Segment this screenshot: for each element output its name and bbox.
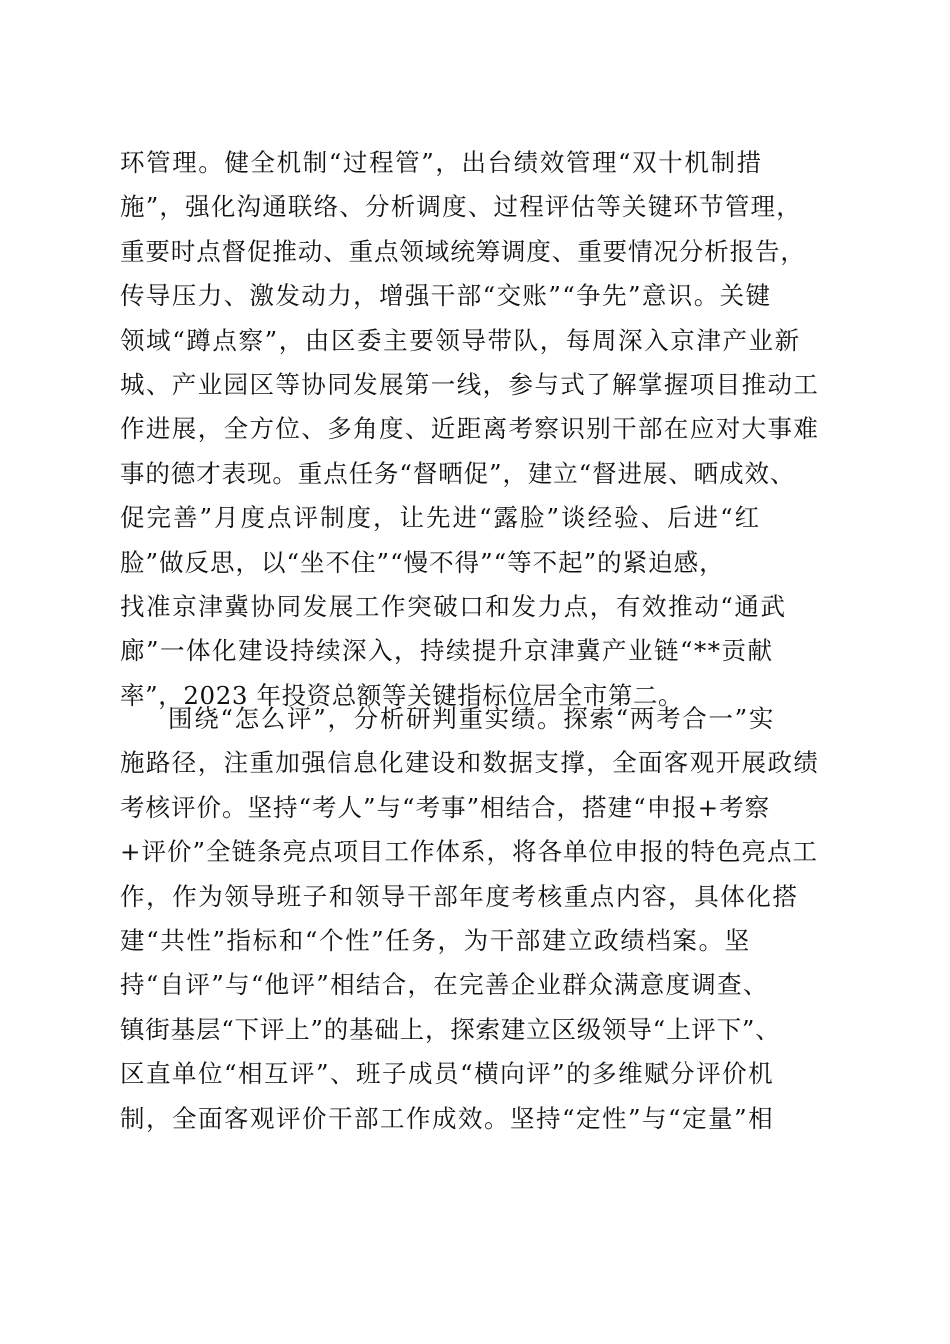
paragraph-1 <box>120 141 840 718</box>
paragraph-line: 作进展，全方位、多角度、近距离考察识别干部在应对大事难 <box>120 414 820 444</box>
paragraph-line: 建“共性”指标和“个性”任务，为干部建立政绩档案。坚 <box>120 925 751 955</box>
paragraph-line: 持“自评”与“他评”相结合，在完善企业群众满意度调查、 <box>120 970 769 1000</box>
paragraph-line: 脸”做反思，以“坐不住”“慢不得”“等不起”的紧迫感， <box>120 547 725 577</box>
paragraph-line: 区直单位“相互评”、班子成员“横向评”的多维赋分评价机 <box>120 1059 775 1089</box>
paragraph-line: 制，全面客观评价干部工作成效。坚持“定性”与“定量”相 <box>120 1103 775 1133</box>
paragraph-line: 率”，2023 年投资总额等关键指标位居全市第二。 <box>120 680 684 710</box>
paragraph-line: 促完善”月度点评制度，让先进“露脸”谈经验、后进“红 <box>120 503 762 533</box>
paragraph-2 <box>120 697 840 1141</box>
paragraph-line: 镇街基层“下评上”的基础上，探索建立区级领导“上评下”、 <box>120 1014 781 1044</box>
paragraph-line: 城、产业园区等协同发展第一线，参与式了解掌握项目推动工 <box>120 369 820 399</box>
paragraph-line: +评价”全链条亮点项目工作体系，将各单位申报的特色亮点工 <box>120 837 819 867</box>
paragraph-line: 施路径，注重加强信息化建设和数据支撑，全面客观开展政绩 <box>120 748 820 778</box>
paragraph-line: 传导压力、激发动力，增强干部“交账”“争先”意识。关键 <box>120 281 772 311</box>
paragraph-line: 事的德才表现。重点任务“督晒促”，建立“督进展、晒成效、 <box>120 458 796 488</box>
paragraph-line: 施”，强化沟通联络、分析调度、过程评估等关键环节管理， <box>120 192 802 222</box>
paragraph-line: 考核评价。坚持“考人”与“考事”相结合，搭建“申报+考察 <box>120 792 771 822</box>
paragraph-line: 重要时点督促推动、重点领域统筹调度、重要情况分析报告， <box>120 236 806 266</box>
paragraph-line: 廊”一体化建设持续深入，持续提升京津冀产业链“**贡献 <box>120 636 774 666</box>
paragraph-line: 环管理。健全机制“过程管”，出台绩效管理“双十机制措 <box>120 148 763 177</box>
paragraph-line: 作，作为领导班子和领导干部年度考核重点内容，具体化搭 <box>120 881 799 911</box>
paragraph-line: 围绕“怎么评”，分析研判重实绩。探索“两考合一”实 <box>168 704 776 733</box>
paragraph-line: 领域“蹲点察”，由区委主要领导带队，每周深入京津产业新 <box>120 325 801 355</box>
paragraph-line: 找准京津冀协同发展工作突破口和发力点，有效推动“通武 <box>120 591 787 621</box>
